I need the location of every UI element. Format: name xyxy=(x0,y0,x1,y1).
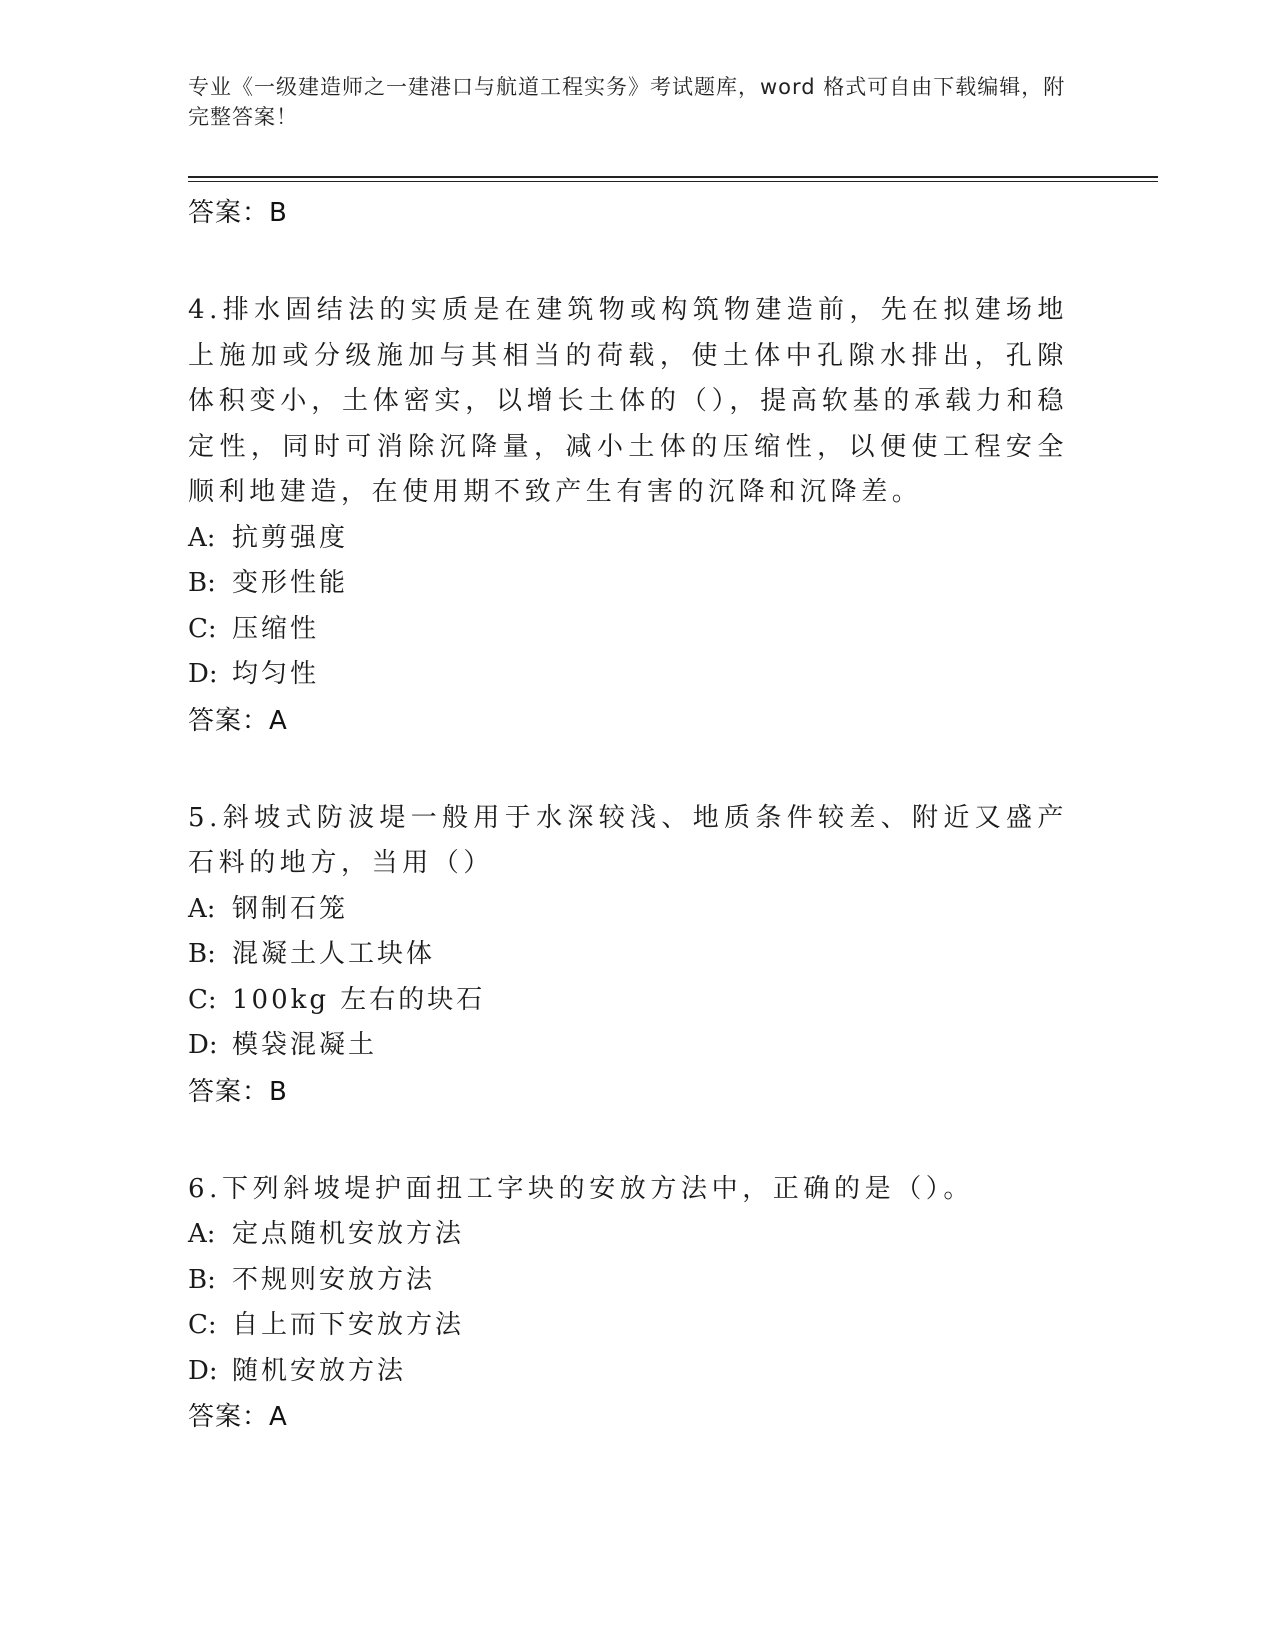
option-text: 100kg 左右的块石 xyxy=(232,984,486,1015)
option-d xyxy=(188,1023,1068,1069)
option-letter: C: xyxy=(188,613,217,644)
option-list xyxy=(188,887,1068,1069)
question-text: 4.排水固结法的实质是在建筑物或构筑物建造前，先在拟建场地上施加或分级施加与其相当的荷载，使土体中孔隙水排出，孔隙体积变小，土体密实，以增长土体的（），提高软基的承载力和稳定性，同时可消除沉降量，减小土体的压缩性，以便使工程安全顺利地建造，在使用期不致产生有害的沉降和沉降差。 xyxy=(188,295,1068,507)
question-block-4 xyxy=(188,288,1068,744)
option-letter: A: xyxy=(188,893,216,924)
option-letter: D: xyxy=(188,659,218,689)
option-text: 压缩性 xyxy=(232,613,320,644)
answer-line: 答案：B xyxy=(188,1076,288,1107)
option-text: 混凝土人工块体 xyxy=(232,939,436,969)
header-rule-thin xyxy=(188,181,1158,182)
option-text: 模袋混凝土 xyxy=(232,1030,378,1060)
option-letter: A: xyxy=(188,522,216,553)
question-list xyxy=(188,188,1068,1440)
option-text: 不规则安放方法 xyxy=(232,1264,436,1295)
option-letter: C: xyxy=(188,984,217,1015)
option-letter: B: xyxy=(188,1264,216,1295)
option-letter: B: xyxy=(188,568,216,598)
option-text: 随机安放方法 xyxy=(232,1355,407,1386)
option-c xyxy=(188,1303,1068,1349)
option-b xyxy=(188,561,1068,607)
option-text: 均匀性 xyxy=(232,659,320,689)
option-letter: B: xyxy=(188,939,216,969)
option-letter: C: xyxy=(188,1310,217,1340)
option-text: 变形性能 xyxy=(232,568,349,598)
prior-question-answer: 答案：B xyxy=(188,198,288,228)
option-a xyxy=(188,1212,1068,1258)
option-letter: D: xyxy=(188,1030,218,1060)
option-b xyxy=(188,1258,1068,1304)
option-text: 抗剪强度 xyxy=(232,522,349,553)
option-a xyxy=(188,516,1068,562)
question-text: 5.斜坡式防波堤一般用于水深较浅、地质条件较差、附近又盛产石料的地方，当用（） xyxy=(188,802,1068,878)
option-d xyxy=(188,1349,1068,1395)
answer-line: 答案：A xyxy=(188,1402,288,1432)
option-d xyxy=(188,652,1068,698)
header-rule-thick xyxy=(188,176,1158,178)
option-text: 定点随机安放方法 xyxy=(232,1219,465,1249)
option-list xyxy=(188,516,1068,698)
question-block-5 xyxy=(188,796,1068,1115)
option-c xyxy=(188,978,1068,1024)
page-header: 专业《一级建造师之一建港口与航道工程实务》考试题库，word 格式可自由下载编辑，附完整答案！ xyxy=(188,75,1066,129)
option-c xyxy=(188,607,1068,653)
option-text: 自上而下安放方法 xyxy=(232,1310,465,1340)
question-block-6 xyxy=(188,1167,1068,1441)
question-text: 6.下列斜坡堤护面扭工字块的安放方法中，正确的是（）。 xyxy=(188,1173,975,1204)
option-a xyxy=(188,887,1068,933)
option-letter: A: xyxy=(188,1219,216,1249)
option-letter: D: xyxy=(188,1355,218,1386)
option-text: 钢制石笼 xyxy=(232,893,349,924)
answer-line: 答案：A xyxy=(188,705,288,736)
option-b xyxy=(188,932,1068,978)
option-list xyxy=(188,1212,1068,1394)
